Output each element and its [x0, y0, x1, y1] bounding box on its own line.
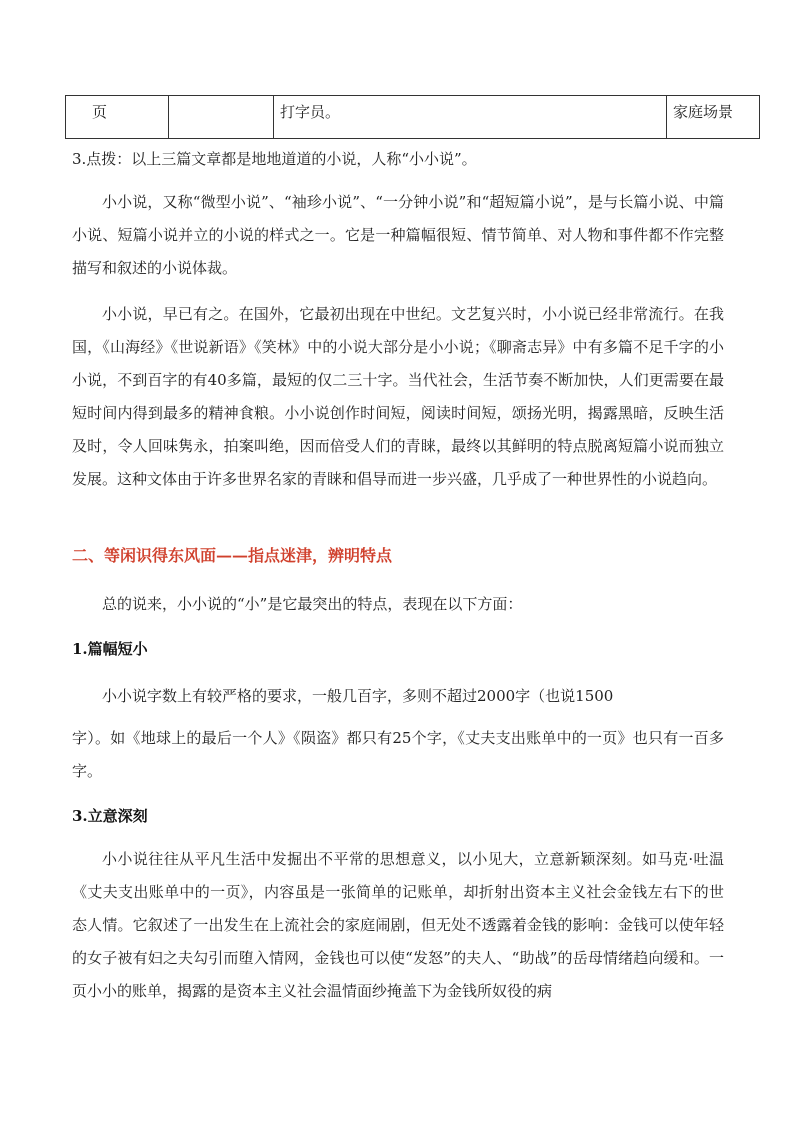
intro-text: 总的说来，小小说的“小”是它最突出的特点，表现在以下方面： — [102, 595, 523, 613]
paragraph-definition: 小小说，又称“微型小说”、“袖珍小说”、“一分钟小说”和“超短篇小说”，是与长篇小说、中篇小说、短篇小说并立的小说的样式之一。它是一种篇幅很短、情节简单、对人物和事件都不作完整描写和叙述的小说体裁。 — [72, 193, 724, 277]
table-cell-page: 页 — [66, 96, 169, 139]
section-heading: 二、等闲识得东风面——指点迷津，辨明特点 — [72, 546, 393, 565]
subheading-length: 1.篇幅短小 — [72, 640, 148, 658]
length-line-1: 小小说字数上有较严格的要求，一般几百字，多则不超过2000字（也说1500 — [102, 687, 614, 705]
table-cell-typist: 打字员。 — [274, 96, 667, 139]
scene-table-fragment — [65, 95, 760, 139]
paragraph-theme: 小小说往往从平凡生活中发掘出不平常的思想意义，以小见大，立意新颖深刻。如马克·吐温《丈夫支出账单中的一页》，内容虽是一张简单的记账单，却折射出资本主义社会金钱左右下的世态人情。它叙述了一出发生在上流社会的家庭闹剧，但无处不透露着金钱的影响：金钱可以使年轻的女子被有妇之夫勾引而堕入情网，金钱也可以使“发怒”的夫人、“助战”的岳母情绪趋向缓和。一页小小的账单，揭露的是资本主义社会温情面纱掩盖下为金钱所奴役的病 — [72, 850, 724, 1000]
paragraph-history: 小小说，早已有之。在国外，它最初出现在中世纪。文艺复兴时，小小说已经非常流行。在我国，《山海经》《世说新语》《笑林》中的小说大部分是小小说；《聊斋志异》中有多篇不足千字的小小说，不到百字的有40多篇，最短的仅二三十字。当代社会，生活节奏不断加快，人们更需要在最短时间内得到最多的精神食粮。小小说创作时间短，阅读时间短，颂扬光明，揭露黑暗，反映生活及时，令人回味隽永，拍案叫绝，因而倍受人们的青睐，最终以其鲜明的特点脱离短篇小说而独立发展。这种文体由于许多世界名家的青睐和倡导而进一步兴盛，几乎成了一种世界性的小说趋向。 — [72, 305, 724, 488]
subheading-theme: 3.立意深刻 — [72, 807, 148, 825]
table-cell-scene: 家庭场景 — [667, 96, 760, 139]
point3-text: 3.点拨：以上三篇文章都是地地道道的小说，人称“小小说”。 — [72, 150, 477, 168]
table-cell-empty — [169, 96, 274, 139]
table-row — [66, 96, 760, 139]
length-line-2: 字）。如《地球上的最后一个人》《陨盗》都只有25个字，《丈夫支出账单中的一页》也只有一百多字。 — [72, 729, 724, 780]
